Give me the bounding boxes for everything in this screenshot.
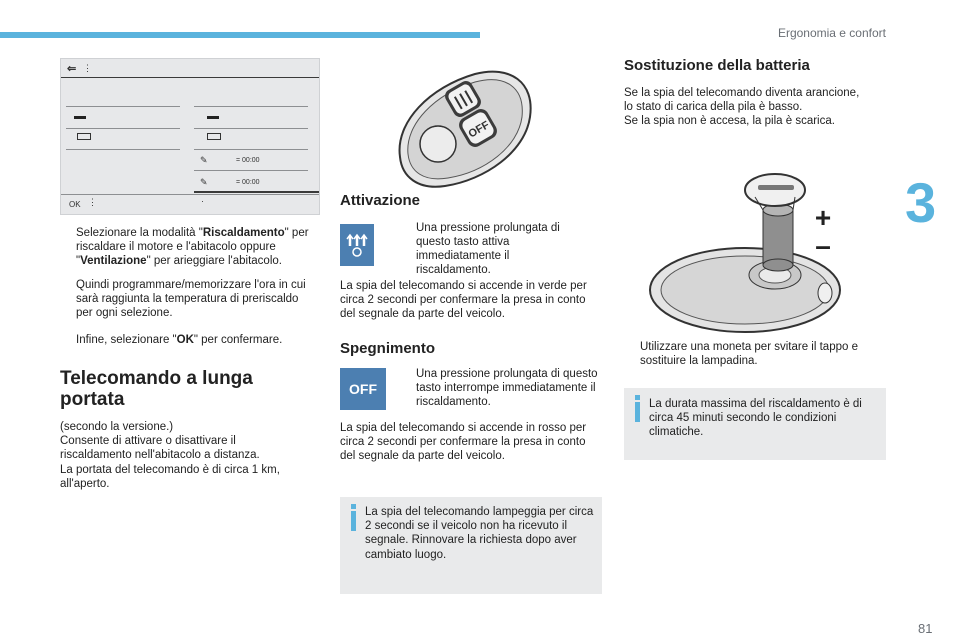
minus-sign: – [815,230,831,261]
info-note-duration: La durata massima del riscaldamento è di circa 45 minuti secondo le condizioni climatiche. [624,388,886,460]
activation-bullet: Una pressione prolungata di questo tasto attiva immediatamente il riscaldamento. [416,222,560,276]
off-icon-text: OFF [349,381,377,397]
shutdown-text: La spia del telecomando si accende in rosso per circa 2 secondi per confermare la presa in conto del segnale da parte del veicolo. [340,422,587,463]
remote-control-illustration [390,62,540,192]
info-icon [635,395,640,400]
remote-description: (secondo la versione.) Consente di attivare o disattivare il riscaldamento nell'abitacolo a distanza. La portata del telecomando è di circa 1 km, all'aperto. [60,421,280,490]
plus-sign: + [814,202,832,233]
instruction-bullet-1: Selezionare la modalità "Riscaldamento" per riscaldare il motore e l'abitacolo oppure "Ventilazione" per arieggiare l'abitacolo. [76,227,309,267]
chapter-number: 3 [905,171,937,234]
minus-symbol [207,116,219,119]
menu-dots-icon: ⋮ [83,63,92,73]
heading-battery-replacement: Sostituzione della batteria [624,57,810,74]
section-title: Ergonomia e confort [777,26,886,40]
page-number: 81 [918,621,933,636]
back-arrow-icon: ⇐ [67,63,77,75]
minus-symbol [74,116,86,119]
toggle-symbol [207,133,221,140]
ok-label: OK [69,200,81,209]
instruction-bullet-2: Quindi programmare/memorizzare l'ora in cui sarà raggiunta la temperatura di preriscaldo per ogni selezione. [76,279,306,319]
activation-text: La spia del telecomando si accende in verde per circa 2 secondi per confermare la presa in conto del segnale da parte del veicolo. [340,280,587,321]
instruction-bullet-3: Infine, selezionare "OK" per confermare. [76,334,283,346]
shutdown-bullet: Una pressione prolungata di questo tasto interrompe immediatamente il riscaldamento. [416,368,598,408]
heading-remote-control: Telecomando a lunga portata [60,368,253,410]
display-screen-illustration [60,58,320,215]
info-note: La spia del telecomando lampeggia per circa 2 secondi se il veicolo non ha ricevuto il segnale. Rinnovare la richiesta dopo aver cambiato luogo. [340,497,602,594]
battery-bullet: Utilizzare una moneta per svitare il tappo e sostituire la lampadina. [640,341,858,367]
heating-icon [340,224,374,266]
off-icon [340,368,386,410]
header-accent-bar [0,32,480,38]
edit-pencil-icon: ✎ [200,177,208,187]
time-value-1: = 00:00 [236,157,260,164]
screen-divider [194,191,319,193]
dot-indicator: · [201,196,204,206]
battery-illustration [645,165,845,335]
info-icon [351,504,356,509]
screen-divider [61,77,319,78]
toggle-symbol [77,133,91,140]
heading-activation: Attivazione [340,192,421,209]
time-value-2: = 00:00 [236,179,260,186]
menu-dots-icon: ⋮ [88,197,97,207]
battery-intro: Se la spia del telecomando diventa arancione, lo stato di carica della pila è basso. Se la spia non è accesa, la pila è scarica. [624,87,860,128]
edit-pencil-icon: ✎ [200,155,208,165]
remote-off-text: OFF [466,119,492,141]
heading-shutdown: Spegnimento [340,340,436,357]
